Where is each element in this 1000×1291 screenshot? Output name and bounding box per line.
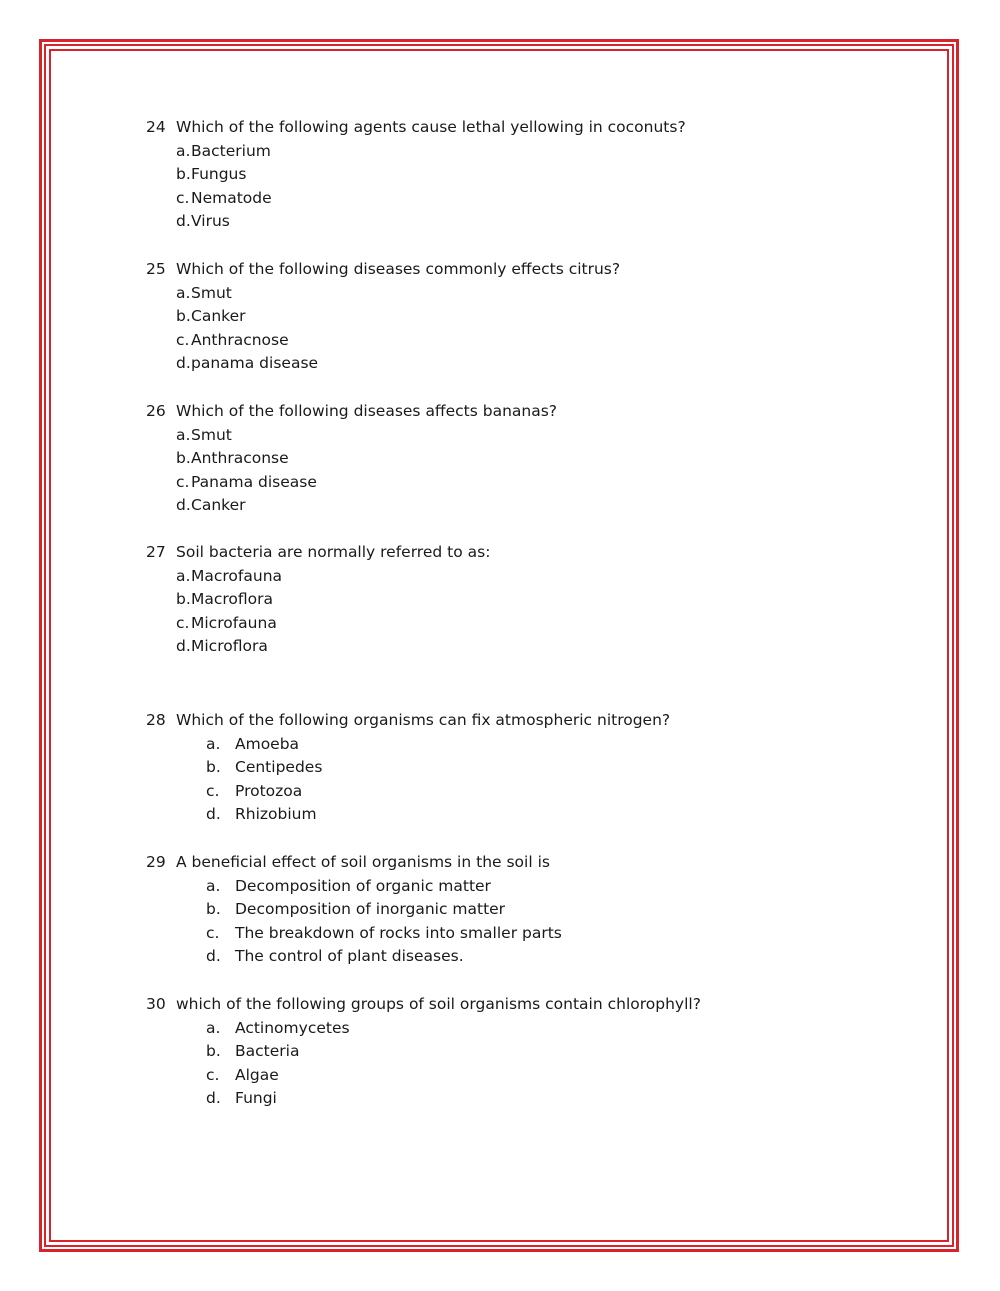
option-a[interactable]: a.Bacterium xyxy=(176,141,271,160)
question-25 xyxy=(146,258,620,376)
option-d[interactable]: d. The control of plant diseases. xyxy=(206,947,464,966)
option-b[interactable]: b. Centipedes xyxy=(206,758,323,777)
question-26 xyxy=(146,400,557,518)
option-b[interactable]: b. Bacteria xyxy=(206,1042,300,1061)
option-a[interactable]: a. Actinomycetes xyxy=(206,1018,350,1037)
option-b[interactable]: b.Fungus xyxy=(176,165,247,184)
question-number: 24 xyxy=(146,118,166,136)
question-text: which of the following groups of soil organisms contain chlorophyll? xyxy=(176,995,701,1013)
question-number: 27 xyxy=(146,543,166,561)
option-c[interactable]: c. Algae xyxy=(206,1065,279,1084)
option-d[interactable]: d.panama disease xyxy=(176,354,319,373)
question-27 xyxy=(146,541,490,659)
option-c[interactable]: c.Microfauna xyxy=(176,613,277,632)
question-30 xyxy=(146,993,701,1111)
option-c[interactable]: c.Nematode xyxy=(176,188,272,207)
question-number: 25 xyxy=(146,260,166,278)
question-number: 30 xyxy=(146,995,166,1013)
question-number: 29 xyxy=(146,853,166,871)
question-text: A beneficial effect of soil organisms in the soil is xyxy=(176,853,550,871)
question-text: Which of the following diseases commonly effects citrus? xyxy=(176,260,621,278)
question-text: Which of the following organisms can fix atmospheric nitrogen? xyxy=(176,711,671,729)
question-28 xyxy=(146,709,670,827)
option-d[interactable]: d. Rhizobium xyxy=(206,805,317,824)
option-b[interactable]: b.Canker xyxy=(176,307,246,326)
option-b[interactable]: b.Anthraconse xyxy=(176,449,289,468)
option-a[interactable]: a. Decomposition of organic matter xyxy=(206,876,491,895)
option-a[interactable]: a.Macrofauna xyxy=(176,566,283,585)
question-24 xyxy=(146,116,686,234)
option-d[interactable]: d.Microflora xyxy=(176,637,268,656)
option-c[interactable]: c. Protozoa xyxy=(206,781,303,800)
option-b[interactable]: b.Macroflora xyxy=(176,590,274,609)
option-a[interactable]: a.Smut xyxy=(176,283,232,302)
question-29 xyxy=(146,851,562,969)
option-d[interactable]: d. Fungi xyxy=(206,1089,277,1108)
question-number: 28 xyxy=(146,711,166,729)
option-b[interactable]: b. Decomposition of inorganic matter xyxy=(206,900,506,919)
question-text: Which of the following agents cause lethal yellowing in coconuts? xyxy=(176,118,686,136)
option-d[interactable]: d.Virus xyxy=(176,212,230,231)
option-d[interactable]: d.Canker xyxy=(176,496,246,515)
option-c[interactable]: c.Anthracnose xyxy=(176,330,289,349)
option-c[interactable]: c.Panama disease xyxy=(176,472,317,491)
option-a[interactable]: a. Amoeba xyxy=(206,734,300,753)
option-c[interactable]: c. The breakdown of rocks into smaller parts xyxy=(206,923,562,942)
question-number: 26 xyxy=(146,402,166,420)
question-text: Which of the following diseases affects bananas? xyxy=(176,402,558,420)
option-a[interactable]: a.Smut xyxy=(176,425,232,444)
question-text: Soil bacteria are normally referred to as: xyxy=(176,543,491,561)
